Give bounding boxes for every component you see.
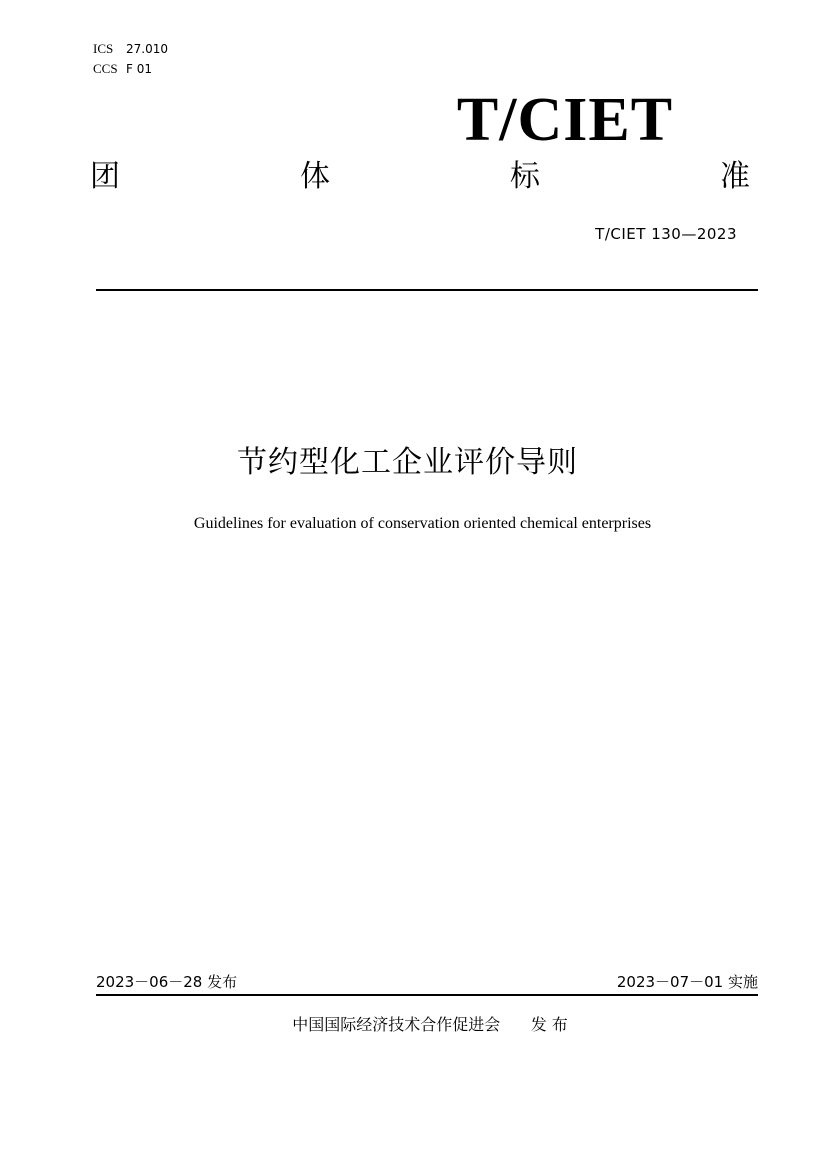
- top-divider: [96, 289, 758, 291]
- standard-type-char: 标: [510, 159, 540, 194]
- publisher-line: 中国国际经济技术合作促进会 发 布: [292, 1015, 568, 1034]
- implementation-date: 2023－07－01 实施: [616, 973, 758, 991]
- standard-type-heading: [90, 155, 750, 199]
- ccs-value: F 01: [126, 62, 152, 76]
- document-title-english: Guidelines for evaluation of conservation oriented chemical enterprises: [193, 515, 652, 532]
- standard-type-char: 准: [720, 159, 750, 194]
- standard-type-char: 体: [300, 159, 330, 194]
- ics-row: [93, 39, 168, 59]
- ccs-row: [93, 59, 168, 79]
- standard-type-char: 团: [90, 159, 120, 194]
- ics-value: 27.010: [126, 42, 168, 56]
- classification-codes: [93, 39, 168, 79]
- ics-label: ICS: [93, 41, 114, 56]
- document-title-chinese: 节约型化工企业评价导则: [237, 445, 578, 480]
- standard-number: T/CIET 130—2023: [595, 225, 737, 243]
- ccs-label: CCS: [93, 61, 118, 76]
- issue-date: 2023－06－28 发布: [96, 973, 238, 991]
- bottom-divider: [96, 994, 758, 996]
- organization-mark: T/CIET: [456, 86, 674, 154]
